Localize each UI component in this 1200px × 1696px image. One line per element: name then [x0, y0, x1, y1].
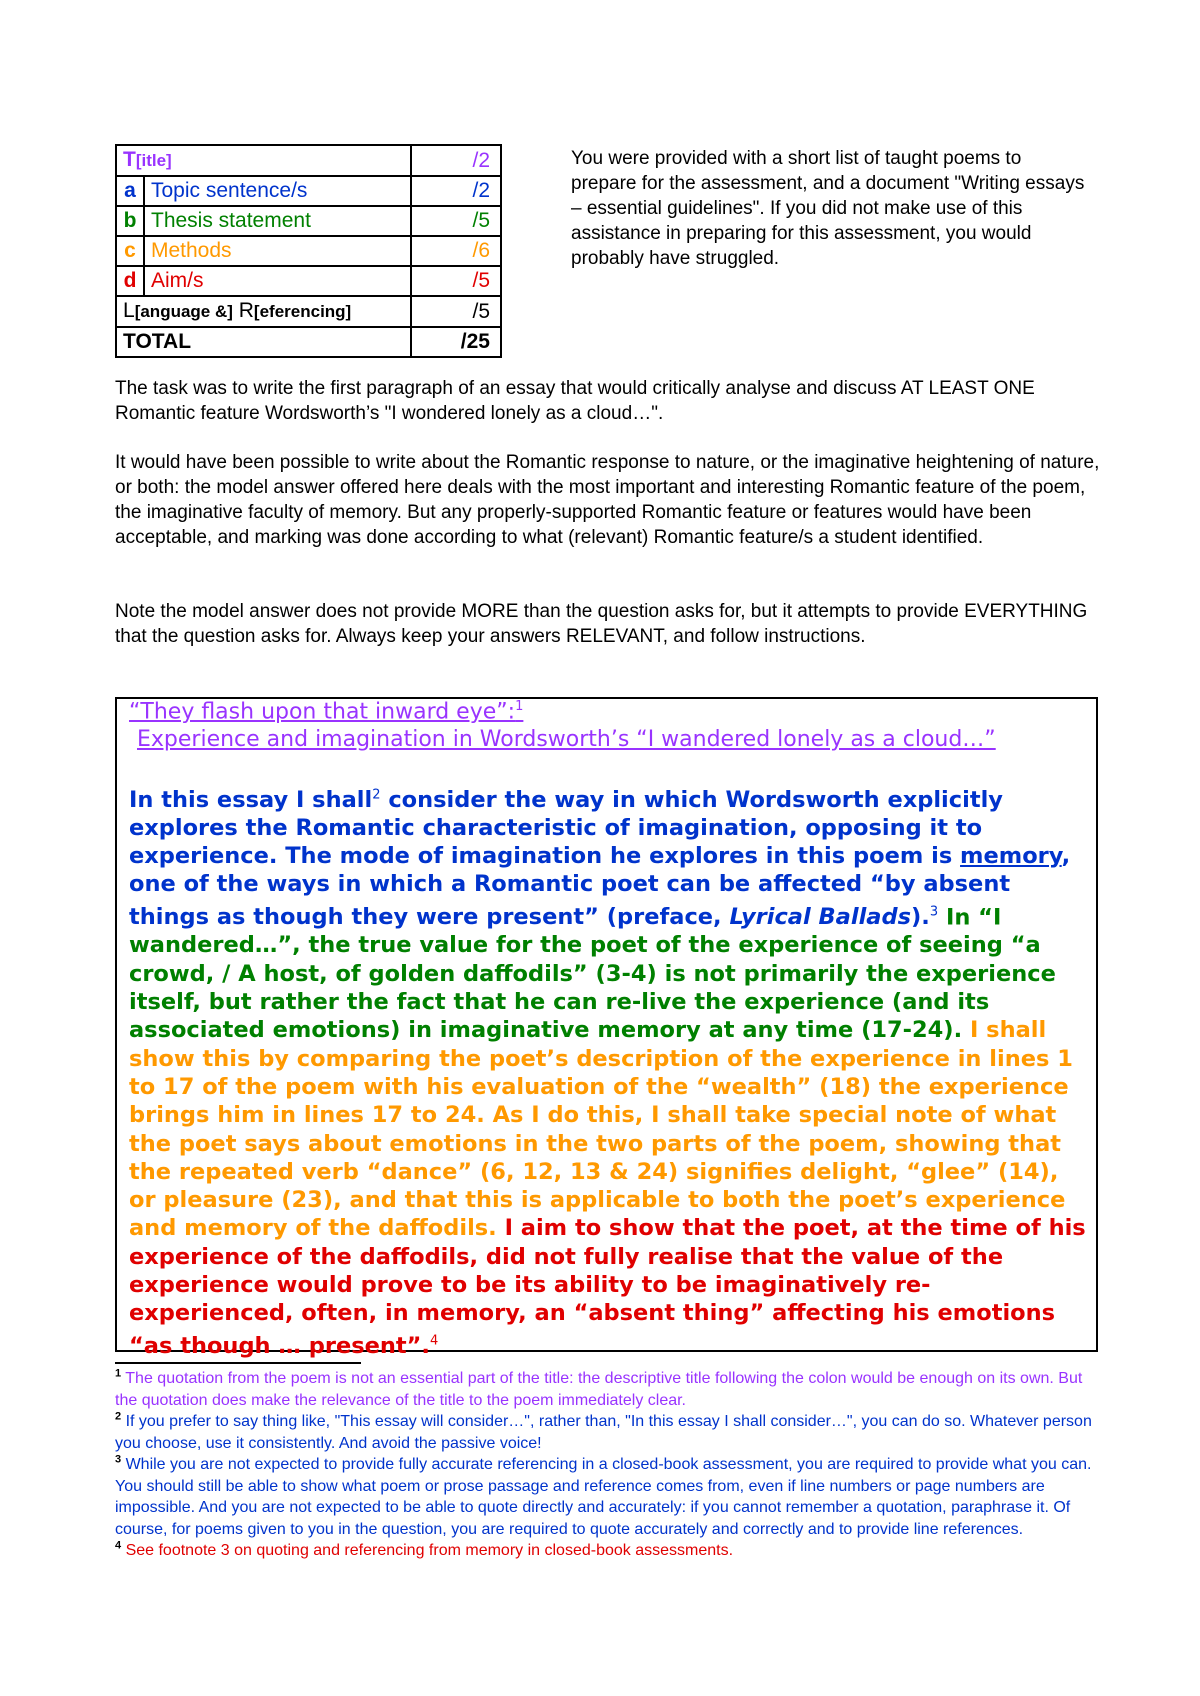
- answer-paragraph: [129, 781, 1089, 1360]
- rubric-score: /5: [411, 266, 501, 296]
- footnote-ref-4: 4: [429, 1333, 439, 1349]
- rubric-letter: c: [116, 236, 144, 266]
- rubric-score: /5: [411, 206, 501, 236]
- marking-rubric-table: [115, 144, 502, 358]
- rubric-title-label: [116, 145, 411, 176]
- intro-paragraph-options: It would have been possible to write about the Romantic response to nature, or the imaginative heightening of nature, or both: the model answer offered here deals with the most important and interesting Romantic feature of the poem, the imaginative faculty of memory. But any properly-supported Romantic feature or features would have been acceptable, and marking was done according to what (relevant) Romantic feature/s a student identified.: [115, 452, 1100, 548]
- rubric-title-letter: T: [123, 148, 136, 171]
- footnote-number: 3: [115, 1453, 122, 1466]
- footnote-ref-3: 3: [929, 904, 939, 920]
- rubric-row-d: [116, 266, 501, 296]
- rubric-label: Aim/s: [144, 266, 411, 296]
- answer-title-descriptive: Experience and imagination in Wordsworth’s “I wandered lonely as a cloud…”: [137, 727, 996, 752]
- footnote-text: See footnote 3 on quoting and referencing from memory in closed-book assessments.: [121, 1542, 734, 1559]
- side-note: You were provided with a short list of taught poems to prepare for the assessment, and a document "Writing essays – essential guidelines". If you did not make use of this assistance in preparing for this assessment, you would probably have struggled.: [571, 148, 1085, 269]
- rubric-total-label: TOTAL: [116, 327, 411, 357]
- rubric-score: /6: [411, 236, 501, 266]
- methods-sentence: I shall show this by comparing the poet’s description of the experience in lines 1 to 17 of the poem with his evaluation of the “wealth” (18) the experience brings him in lines 17 to 24. As I do this, I shall take special note of what the poet says about emotions in the two parts of the poem, showing that the repeated verb “dance” (6, 12, 13 & 24) signifies delight, “glee” (14), or pleasure (23), and that this is applicable to both the poet’s experience and memory of the daffodils.: [129, 1017, 1073, 1242]
- rubric-language-score: /5: [411, 296, 501, 327]
- rubric-total-score: /25: [411, 327, 501, 357]
- footnote-number: 1: [115, 1367, 122, 1380]
- rubric-letter: b: [116, 206, 144, 236]
- aim-text: I aim to show that the poet, at the time of his experience of the daffodils, did not fully realise that the value of the experience would prove to be its ability to be imaginatively re-experienced, often, in memory, an “absent thing” affecting his emotions “as though … present”.: [129, 1215, 1086, 1360]
- footnote-text: The quotation from the poem is not an essential part of the title: the descriptive title following the colon would be enough on its own. But the quotation does make the relevance of the title to the poem immediately clear.: [115, 1370, 1083, 1409]
- rubric-row-c: [116, 236, 501, 266]
- footnote-ref-2: 2: [372, 787, 381, 802]
- thesis-statement: In “I wandered…”, the true value for the poet of the experience of seeing “a crowd, / A host, of golden daffodils” (3-4) is not primarily the experience itself, but rather the fact that he can re-live the experience (and its associated emotions) in imaginative memory at any time (17-24).: [129, 904, 1056, 1044]
- intro-paragraph-note: Note the model answer does not provide MORE than the question asks for, but it attempts to provide EVERYTHING that the question asks for. Always keep your answers RELEVANT, and follow instructions.: [115, 601, 1088, 647]
- rubric-row-a: [116, 176, 501, 206]
- answer-title-quote-text: “They flash upon that inward eye”:: [129, 699, 516, 725]
- rubric-letter: a: [116, 176, 144, 206]
- topic-text-4: ).: [910, 904, 930, 931]
- rubric-row-language: [116, 296, 501, 327]
- topic-text-2: consider the way in which Wordsworth explicitly explores the Romantic characteristic of imagination, opposing it to experience. The mode of imagination he explores in this poem is: [129, 786, 1003, 870]
- lang-letter-r: R: [232, 299, 254, 322]
- footnote-number: 2: [115, 1410, 122, 1423]
- rubric-label: Thesis statement: [144, 206, 411, 236]
- rubric-label: Topic sentence/s: [144, 176, 411, 206]
- footnote-ref-1: 1: [515, 699, 524, 714]
- footnotes: [115, 1368, 1105, 1562]
- footnote-3: [115, 1454, 1105, 1540]
- rubric-score: /2: [411, 176, 501, 206]
- topic-lyrical-ballads: Lyrical Ballads: [729, 904, 911, 931]
- ref-sub: [eferencing]: [253, 302, 352, 321]
- footnote-1: [115, 1368, 1105, 1411]
- rubric-language-label: [116, 296, 411, 327]
- rubric-letter: d: [116, 266, 144, 296]
- footnote-text: While you are not expected to provide fully accurate referencing in a closed-book assessment, you are required to provide what you can. You should still be able to show what poem or prose passage and reference comes from, even if line numbers or page numbers are impossible. And you are not expected to be able to quote directly and accurately: if you cannot remember a quotation, paraphrase it. Of course, for poems given to you in the question, you are required to quote accurately and correctly and to provide line references.: [115, 1456, 1092, 1538]
- rubric-row-total: [116, 327, 501, 357]
- topic-sentence: [129, 787, 1070, 931]
- footnote-separator: [115, 1362, 361, 1364]
- model-answer-box: [115, 697, 1098, 1360]
- rubric-row-b: [116, 206, 501, 236]
- lang-letter-l: L: [123, 299, 135, 322]
- topic-text-1: In this essay I shall: [129, 786, 373, 813]
- rubric-title-sub: [itle]: [135, 151, 172, 170]
- footnote-text: If you prefer to say thing like, "This essay will consider…", rather than, "In this essay I shall consider…", you can do so. Whatever person you choose, use it consistently. And avoid the passive voice!: [115, 1413, 1092, 1452]
- rubric-row-title: [116, 145, 501, 176]
- lang-sub: [anguage &]: [134, 302, 233, 321]
- topic-memory-word: memory: [960, 843, 1062, 870]
- footnote-2: [115, 1411, 1105, 1454]
- footnote-number: 4: [115, 1539, 122, 1552]
- footnote-4: [115, 1540, 1105, 1562]
- answer-title-quotation: [129, 699, 523, 724]
- rubric-title-score: /2: [411, 145, 501, 176]
- topic-text-3: , one of the ways in which a Romantic poet can be affected “by absent things as though they were present” (preface,: [129, 843, 1071, 931]
- intro-paragraph-task: The task was to write the first paragraph of an essay that would critically analyse and discuss AT LEAST ONE Romantic feature Wordsworth’s "I wondered lonely as a cloud…".: [115, 378, 1035, 424]
- rubric-label: Methods: [144, 236, 411, 266]
